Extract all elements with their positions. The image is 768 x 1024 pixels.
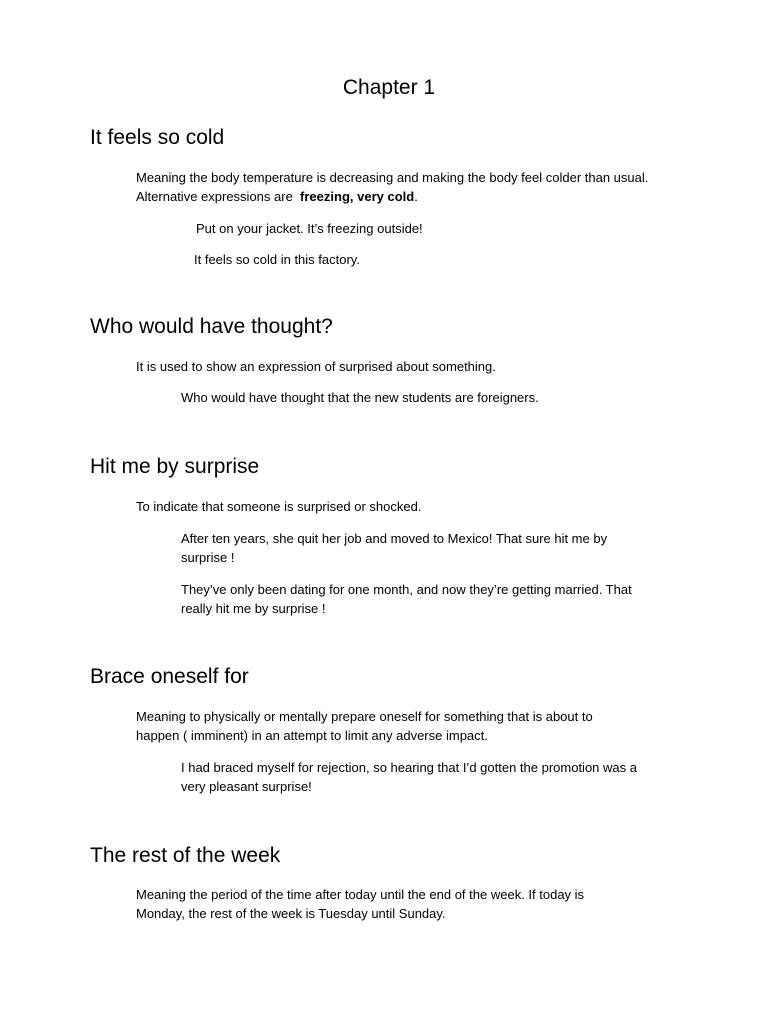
definition-line: Monday, the rest of the week is Tuesday until Sunday. (136, 906, 446, 921)
alternatives-suffix: . (414, 189, 418, 204)
example-sentence: It feels so cold in this factory. (194, 252, 360, 267)
definition-line: Meaning to physically or mentally prepare oneself for something that is about to (136, 709, 593, 724)
example-sentence-line: After ten years, she quit her job and moved to Mexico! That sure hit me by (181, 531, 608, 546)
example-sentence-line: They’ve only been dating for one month, and now they’re getting married. That (181, 582, 632, 597)
section-heading-brace-oneself-for: Brace oneself for (90, 665, 249, 688)
example-sentence: Put on your jacket. It’s freezing outside! (196, 221, 423, 236)
example-sentence-line: I had braced myself for rejection, so hearing that I’d gotten the promotion was a (181, 760, 637, 775)
section-heading-the-rest-of-the-week: The rest of the week (90, 844, 281, 867)
example-sentence-line: very pleasant surprise! (181, 779, 312, 794)
definition-line: It is used to show an expression of surprised about something. (136, 359, 496, 374)
alternatives-bold-terms: freezing, very cold (300, 189, 415, 204)
section-heading-it-feels-so-cold: It feels so cold (90, 126, 225, 149)
definition-line-alternatives (136, 187, 418, 206)
section-heading-hit-me-by-surprise: Hit me by surprise (90, 455, 260, 478)
example-sentence-line: surprise ! (181, 550, 235, 565)
section-heading-who-would-have-thought: Who would have thought? (90, 315, 333, 338)
definition-line: To indicate that someone is surprised or shocked. (136, 499, 422, 514)
example-sentence: Who would have thought that the new students are foreigners. (181, 390, 539, 405)
chapter-title: Chapter 1 (342, 76, 436, 99)
example-sentence-line: really hit me by surprise ! (181, 601, 326, 616)
definition-line: Meaning the body temperature is decreasing and making the body feel colder than usual. (136, 170, 649, 185)
alternatives-prefix: Alternative expressions are (136, 189, 293, 204)
definition-line: Meaning the period of the time after today until the end of the week. If today is (136, 887, 585, 902)
definition-line: happen ( imminent) in an attempt to limit any adverse impact. (136, 728, 488, 743)
